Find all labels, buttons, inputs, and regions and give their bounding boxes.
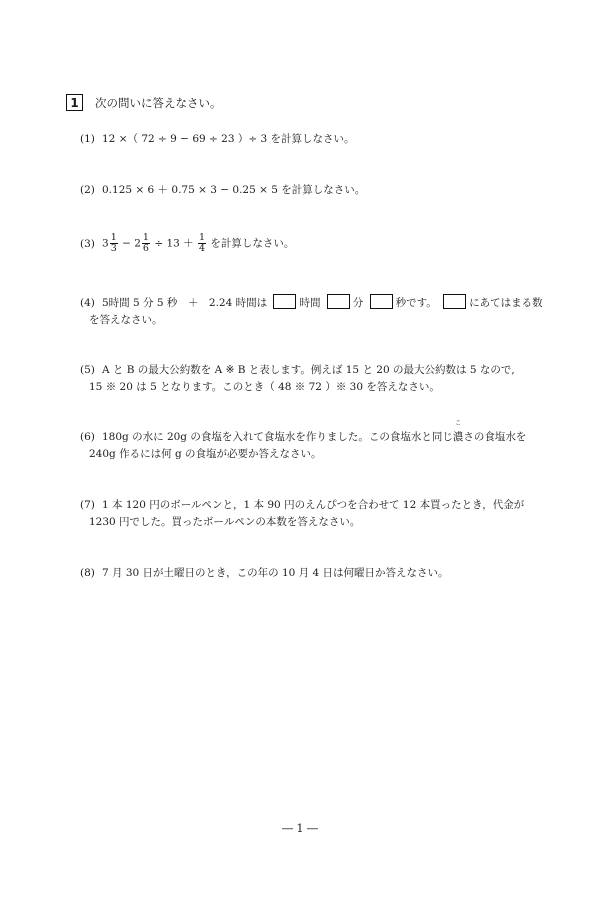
question-6 xyxy=(80,420,527,463)
question-6-line1b: さの食塩水を xyxy=(463,431,527,443)
fraction-2 xyxy=(142,233,150,254)
question-6-label: (6) xyxy=(80,431,95,443)
page-number: ― 1 ― xyxy=(282,822,318,835)
fraction-1 xyxy=(110,233,118,254)
fraction-3-denominator: 4 xyxy=(199,243,206,254)
question-8-label: (8) xyxy=(80,567,95,579)
question-7 xyxy=(80,497,524,531)
mixed-number-1-whole: 3 xyxy=(102,237,109,250)
question-4-label: (4) xyxy=(80,297,95,309)
ruby-koi xyxy=(452,420,464,446)
ruby-reading: こ xyxy=(455,420,462,427)
fraction-2-denominator: 6 xyxy=(142,243,149,254)
section-instruction: 次の問いに答えなさい。 xyxy=(95,95,222,110)
question-4-part1: 5時間 5 分 5 秒 ＋ 2.24 時間は xyxy=(102,297,268,309)
section-number-box: 1 xyxy=(66,94,83,111)
question-3 xyxy=(80,233,294,254)
question-6-line1a: 180g の水に 20g の食塩を入れて食塩水を作りました。この食塩水と同じ xyxy=(102,431,453,443)
question-3-label: (3) xyxy=(80,237,95,250)
question-8 xyxy=(80,565,449,582)
ruby-base: 濃 xyxy=(452,431,464,443)
question-5-label: (5) xyxy=(80,364,95,376)
fraction-1-numerator: 1 xyxy=(110,232,117,243)
mixed-number-2-whole: 2 xyxy=(134,237,141,250)
question-4-line2: を答えなさい。 xyxy=(89,314,163,326)
question-7-label: (7) xyxy=(80,499,95,511)
question-4 xyxy=(80,294,543,329)
question-2 xyxy=(80,182,365,199)
question-1-text: 12 ×（ 72 ÷ 9 − 69 ÷ 23 ）÷ 3 を計算しなさい。 xyxy=(102,133,355,145)
question-7-line2: 1230 円でした。買ったボールペンの本数を答えなさい。 xyxy=(89,516,361,528)
operator-divide-plus: ÷ 13 ＋ xyxy=(154,237,194,250)
unit-seconds: 秒です。 xyxy=(395,297,437,309)
unit-minutes: 分 xyxy=(352,297,364,309)
operator-minus: − xyxy=(122,237,131,250)
question-6-line2: 240g 作るには何 g の食塩が必要か答えなさい。 xyxy=(89,448,322,460)
question-4-part2: にあてはまる数 xyxy=(469,297,543,309)
section-header xyxy=(66,94,222,111)
unit-hours: 時間 xyxy=(299,297,321,309)
question-5-line1: A と B の最大公約数を A ※ B と表します。例えば 15 と 20 の最大公約数は 5 なので, xyxy=(102,364,515,376)
question-1 xyxy=(80,131,355,148)
question-2-text: 0.125 × 6 ＋ 0.75 × 3 − 0.25 × 5 を計算しなさい。 xyxy=(102,184,366,196)
fraction-3 xyxy=(198,233,206,254)
question-5-line2: 15 ※ 20 は 5 となります。このとき（ 48 ※ 72 ）※ 30 を答えなさい。 xyxy=(89,381,440,393)
question-3-suffix: を計算しなさい。 xyxy=(210,237,295,250)
blank-legend-box xyxy=(443,294,466,309)
answer-blank-minutes[interactable] xyxy=(327,294,350,309)
fraction-2-numerator: 1 xyxy=(142,232,149,243)
question-8-text: 7 月 30 日が土曜日のとき，この年の 10 月 4 日は何曜日か答えなさい。 xyxy=(102,567,449,579)
question-2-label: (2) xyxy=(80,184,95,196)
question-5 xyxy=(80,362,515,396)
fraction-3-numerator: 1 xyxy=(199,232,206,243)
fraction-1-denominator: 3 xyxy=(110,243,117,254)
question-7-line1: 1 本 120 円のボールペンと，1 本 90 円のえんぴつを合わせて 12 本買ったとき，代金が xyxy=(102,499,525,511)
question-1-label: (1) xyxy=(80,133,95,145)
answer-blank-hours[interactable] xyxy=(273,294,296,309)
answer-blank-seconds[interactable] xyxy=(370,294,393,309)
